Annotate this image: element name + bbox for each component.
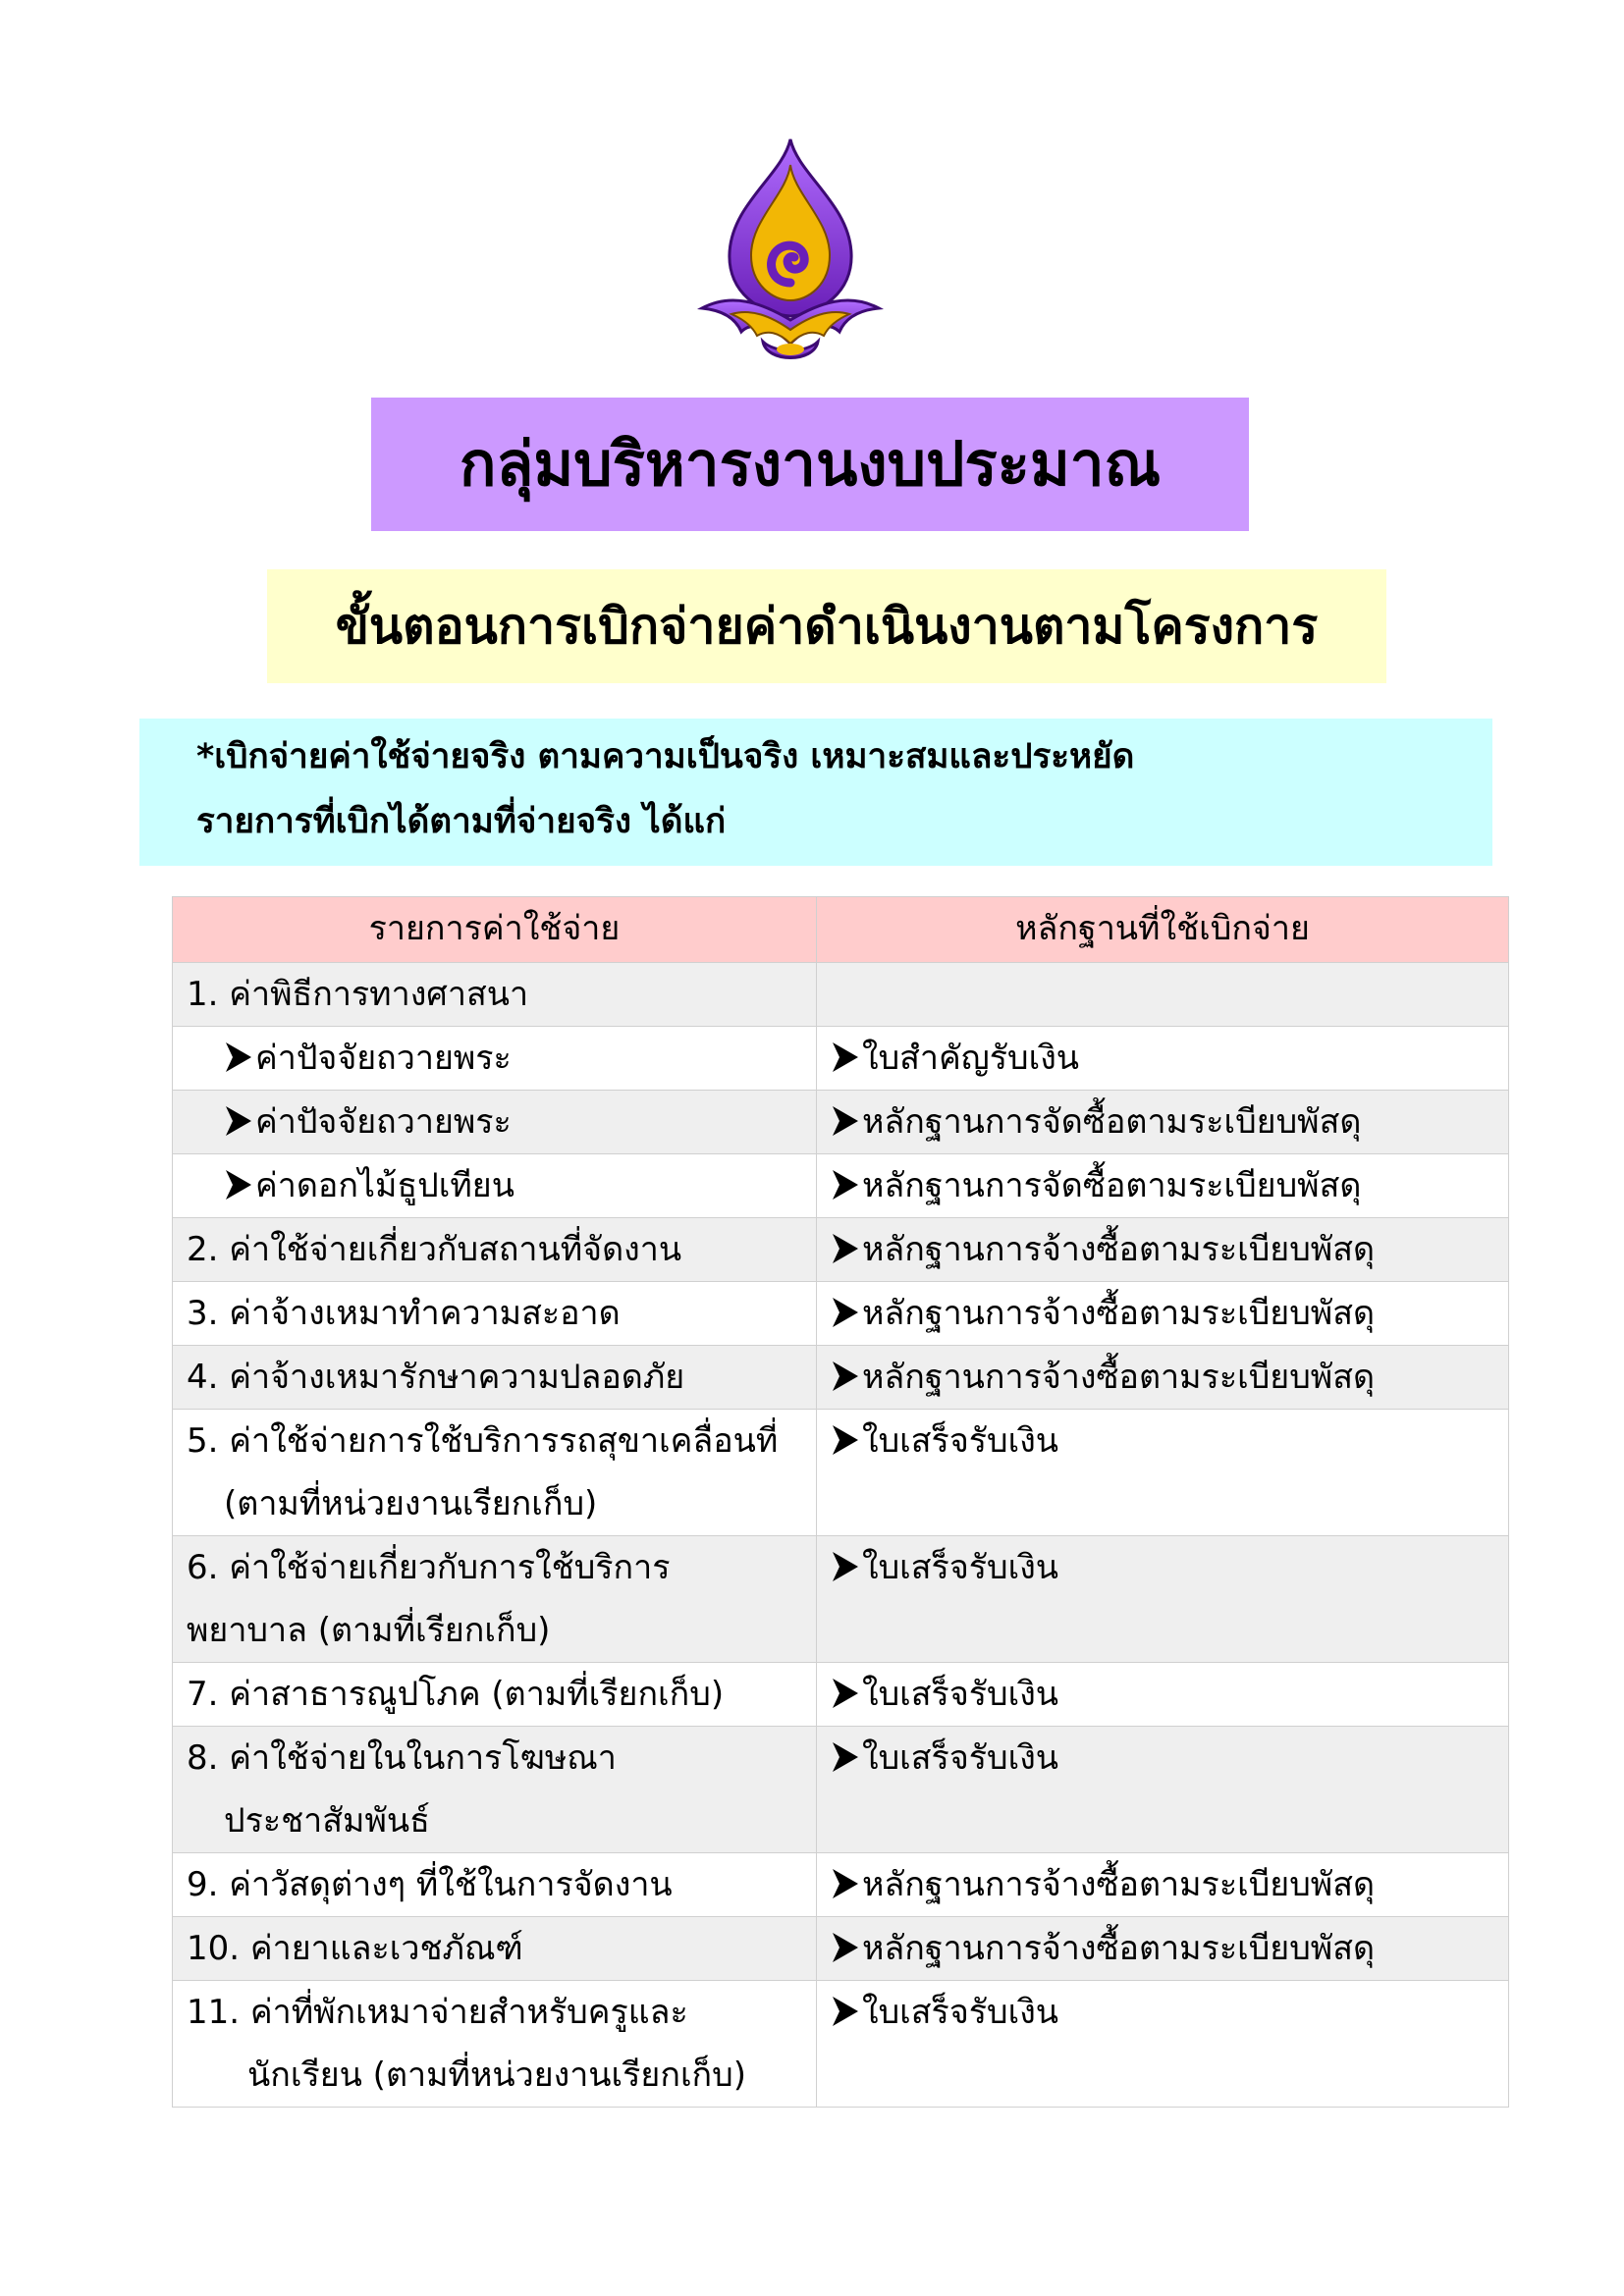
expense-item-cell	[173, 1536, 817, 1663]
expense-item-text: ค่าปัจจัยถวายพระ	[255, 1102, 512, 1142]
evidence-text: ใบเสร็จรับเงิน	[862, 1548, 1059, 1587]
column-header-evidence: หลักฐานที่ใช้เบิกจ่าย	[817, 897, 1509, 963]
expense-item-cell	[173, 1154, 817, 1218]
evidence-cell	[817, 1917, 1509, 1981]
expense-item-cell	[173, 1410, 817, 1536]
expense-item-cell	[173, 1853, 817, 1917]
arrow-bullet-icon	[831, 1995, 860, 2028]
page-title-banner	[371, 398, 1249, 531]
evidence-cell	[817, 1981, 1509, 2108]
expense-item-text-continued: (ตามที่หน่วยงานเรียกเก็บ)	[224, 1484, 598, 1523]
flame-emblem-logo-icon	[692, 135, 889, 371]
evidence-cell	[817, 1282, 1509, 1346]
evidence-text: หลักฐานการจ้างซื้อตามระเบียบพัสดุ	[862, 1230, 1376, 1269]
expense-item-text: 1. ค่าพิธีการทางศาสนา	[187, 975, 529, 1014]
table-row	[173, 1536, 1509, 1663]
arrow-bullet-icon	[831, 1104, 860, 1138]
expense-item-cell	[173, 1663, 817, 1727]
table-row	[173, 1917, 1509, 1981]
evidence-text: ใบเสร็จรับเงิน	[862, 1993, 1059, 2032]
table-row	[173, 1346, 1509, 1410]
evidence-cell	[817, 1536, 1509, 1663]
expense-item-cell	[173, 1981, 817, 2108]
expense-item-cell	[173, 963, 817, 1027]
evidence-cell	[817, 1346, 1509, 1410]
expense-item-text: ค่าดอกไม้ธูปเทียน	[255, 1166, 514, 1205]
table-row	[173, 963, 1509, 1027]
page-title: กลุ่มบริหารงานงบประมาณ	[459, 428, 1162, 500]
expense-table	[172, 896, 1509, 2108]
arrow-bullet-icon	[831, 1423, 860, 1457]
evidence-text: หลักฐานการจัดซื้อตามระเบียบพัสดุ	[862, 1102, 1362, 1142]
arrow-bullet-icon	[831, 1867, 860, 1900]
arrow-bullet-icon	[224, 1168, 253, 1201]
table-row	[173, 1091, 1509, 1154]
expense-item-text: ค่าปัจจัยถวายพระ	[255, 1039, 512, 1078]
evidence-text: ใบสำคัญรับเงิน	[862, 1039, 1080, 1078]
arrow-bullet-icon	[831, 1041, 860, 1074]
arrow-bullet-icon	[831, 1232, 860, 1265]
evidence-text: หลักฐานการจ้างซื้อตามระเบียบพัสดุ	[862, 1294, 1376, 1333]
evidence-cell	[817, 1663, 1509, 1727]
table-row	[173, 1218, 1509, 1282]
subtitle-banner	[267, 569, 1386, 683]
arrow-bullet-icon	[831, 1550, 860, 1583]
arrow-bullet-icon	[831, 1740, 860, 1774]
expense-item-text: 4. ค่าจ้างเหมารักษาความปลอดภัย	[187, 1358, 685, 1397]
table-row	[173, 1154, 1509, 1218]
expense-item-cell	[173, 1027, 817, 1091]
evidence-cell	[817, 1154, 1509, 1218]
note-line-1: *เบิกจ่ายค่าใช้จ่ายจริง ตามความเป็นจริง เหมาะสมและประหยัด	[196, 737, 1135, 776]
evidence-text: หลักฐานการจ้างซื้อตามระเบียบพัสดุ	[862, 1358, 1376, 1397]
table-row	[173, 1853, 1509, 1917]
expense-item-cell	[173, 1727, 817, 1853]
arrow-bullet-icon	[831, 1168, 860, 1201]
arrow-bullet-icon	[831, 1360, 860, 1393]
note-line-2: รายการที่เบิกได้ตามที่จ่ายจริง ได้แก่	[196, 802, 727, 841]
expense-item-text: 10. ค่ายาและเวชภัณฑ์	[187, 1929, 523, 1968]
arrow-bullet-icon	[224, 1041, 253, 1074]
evidence-text: หลักฐานการจัดซื้อตามระเบียบพัสดุ	[862, 1166, 1362, 1205]
evidence-cell	[817, 1218, 1509, 1282]
expense-item-cell	[173, 1346, 817, 1410]
expense-item-text-continued: ประชาสัมพันธ์	[224, 1801, 430, 1841]
evidence-text: หลักฐานการจ้างซื้อตามระเบียบพัสดุ	[862, 1929, 1376, 1968]
expense-item-text: 5. ค่าใช้จ่ายการใช้บริการรถสุขาเคลื่อนที่	[187, 1421, 779, 1461]
table-row	[173, 1410, 1509, 1536]
table-header-row	[173, 897, 1509, 963]
table-row	[173, 1981, 1509, 2108]
evidence-text: ใบเสร็จรับเงิน	[862, 1421, 1059, 1461]
evidence-cell	[817, 1727, 1509, 1853]
evidence-text: หลักฐานการจ้างซื้อตามระเบียบพัสดุ	[862, 1865, 1376, 1904]
page-subtitle: ขั้นตอนการเบิกจ่ายค่าดำเนินงานตามโครงการ	[335, 597, 1319, 655]
table-row	[173, 1663, 1509, 1727]
arrow-bullet-icon	[224, 1104, 253, 1138]
table-row	[173, 1027, 1509, 1091]
evidence-cell	[817, 1853, 1509, 1917]
expense-item-text: 3. ค่าจ้างเหมาทำความสะอาด	[187, 1294, 621, 1333]
arrow-bullet-icon	[831, 1677, 860, 1710]
expense-item-text: 8. ค่าใช้จ่ายในในการโฆษณา	[187, 1738, 617, 1778]
evidence-cell	[817, 963, 1509, 1027]
evidence-cell	[817, 1091, 1509, 1154]
evidence-text: ใบเสร็จรับเงิน	[862, 1675, 1059, 1714]
arrow-bullet-icon	[831, 1931, 860, 1964]
expense-item-cell	[173, 1091, 817, 1154]
expense-item-text-continued: นักเรียน (ตามที่หน่วยงานเรียกเก็บ)	[247, 2056, 746, 2095]
expense-item-text: 7. ค่าสาธารณูปโภค (ตามที่เรียกเก็บ)	[187, 1675, 725, 1714]
evidence-cell	[817, 1410, 1509, 1536]
table-row	[173, 1282, 1509, 1346]
expense-item-text: 2. ค่าใช้จ่ายเกี่ยวกับสถานที่จัดงาน	[187, 1230, 682, 1269]
evidence-text: ใบเสร็จรับเงิน	[862, 1738, 1059, 1778]
expense-item-cell	[173, 1917, 817, 1981]
expense-item-text: 9. ค่าวัสดุต่างๆ ที่ใช้ในการจัดงาน	[187, 1865, 673, 1904]
expense-item-text-continued: พยาบาล (ตามที่เรียกเก็บ)	[187, 1611, 551, 1650]
expense-item-cell	[173, 1218, 817, 1282]
note-box	[139, 719, 1492, 866]
expense-item-text: 6. ค่าใช้จ่ายเกี่ยวกับการใช้บริการ	[187, 1548, 671, 1587]
column-header-expense-item: รายการค่าใช้จ่าย	[173, 897, 817, 963]
arrow-bullet-icon	[831, 1296, 860, 1329]
expense-item-cell	[173, 1282, 817, 1346]
evidence-cell	[817, 1027, 1509, 1091]
table-row	[173, 1727, 1509, 1853]
expense-item-text: 11. ค่าที่พักเหมาจ่ายสำหรับครูและ	[187, 1993, 688, 2032]
